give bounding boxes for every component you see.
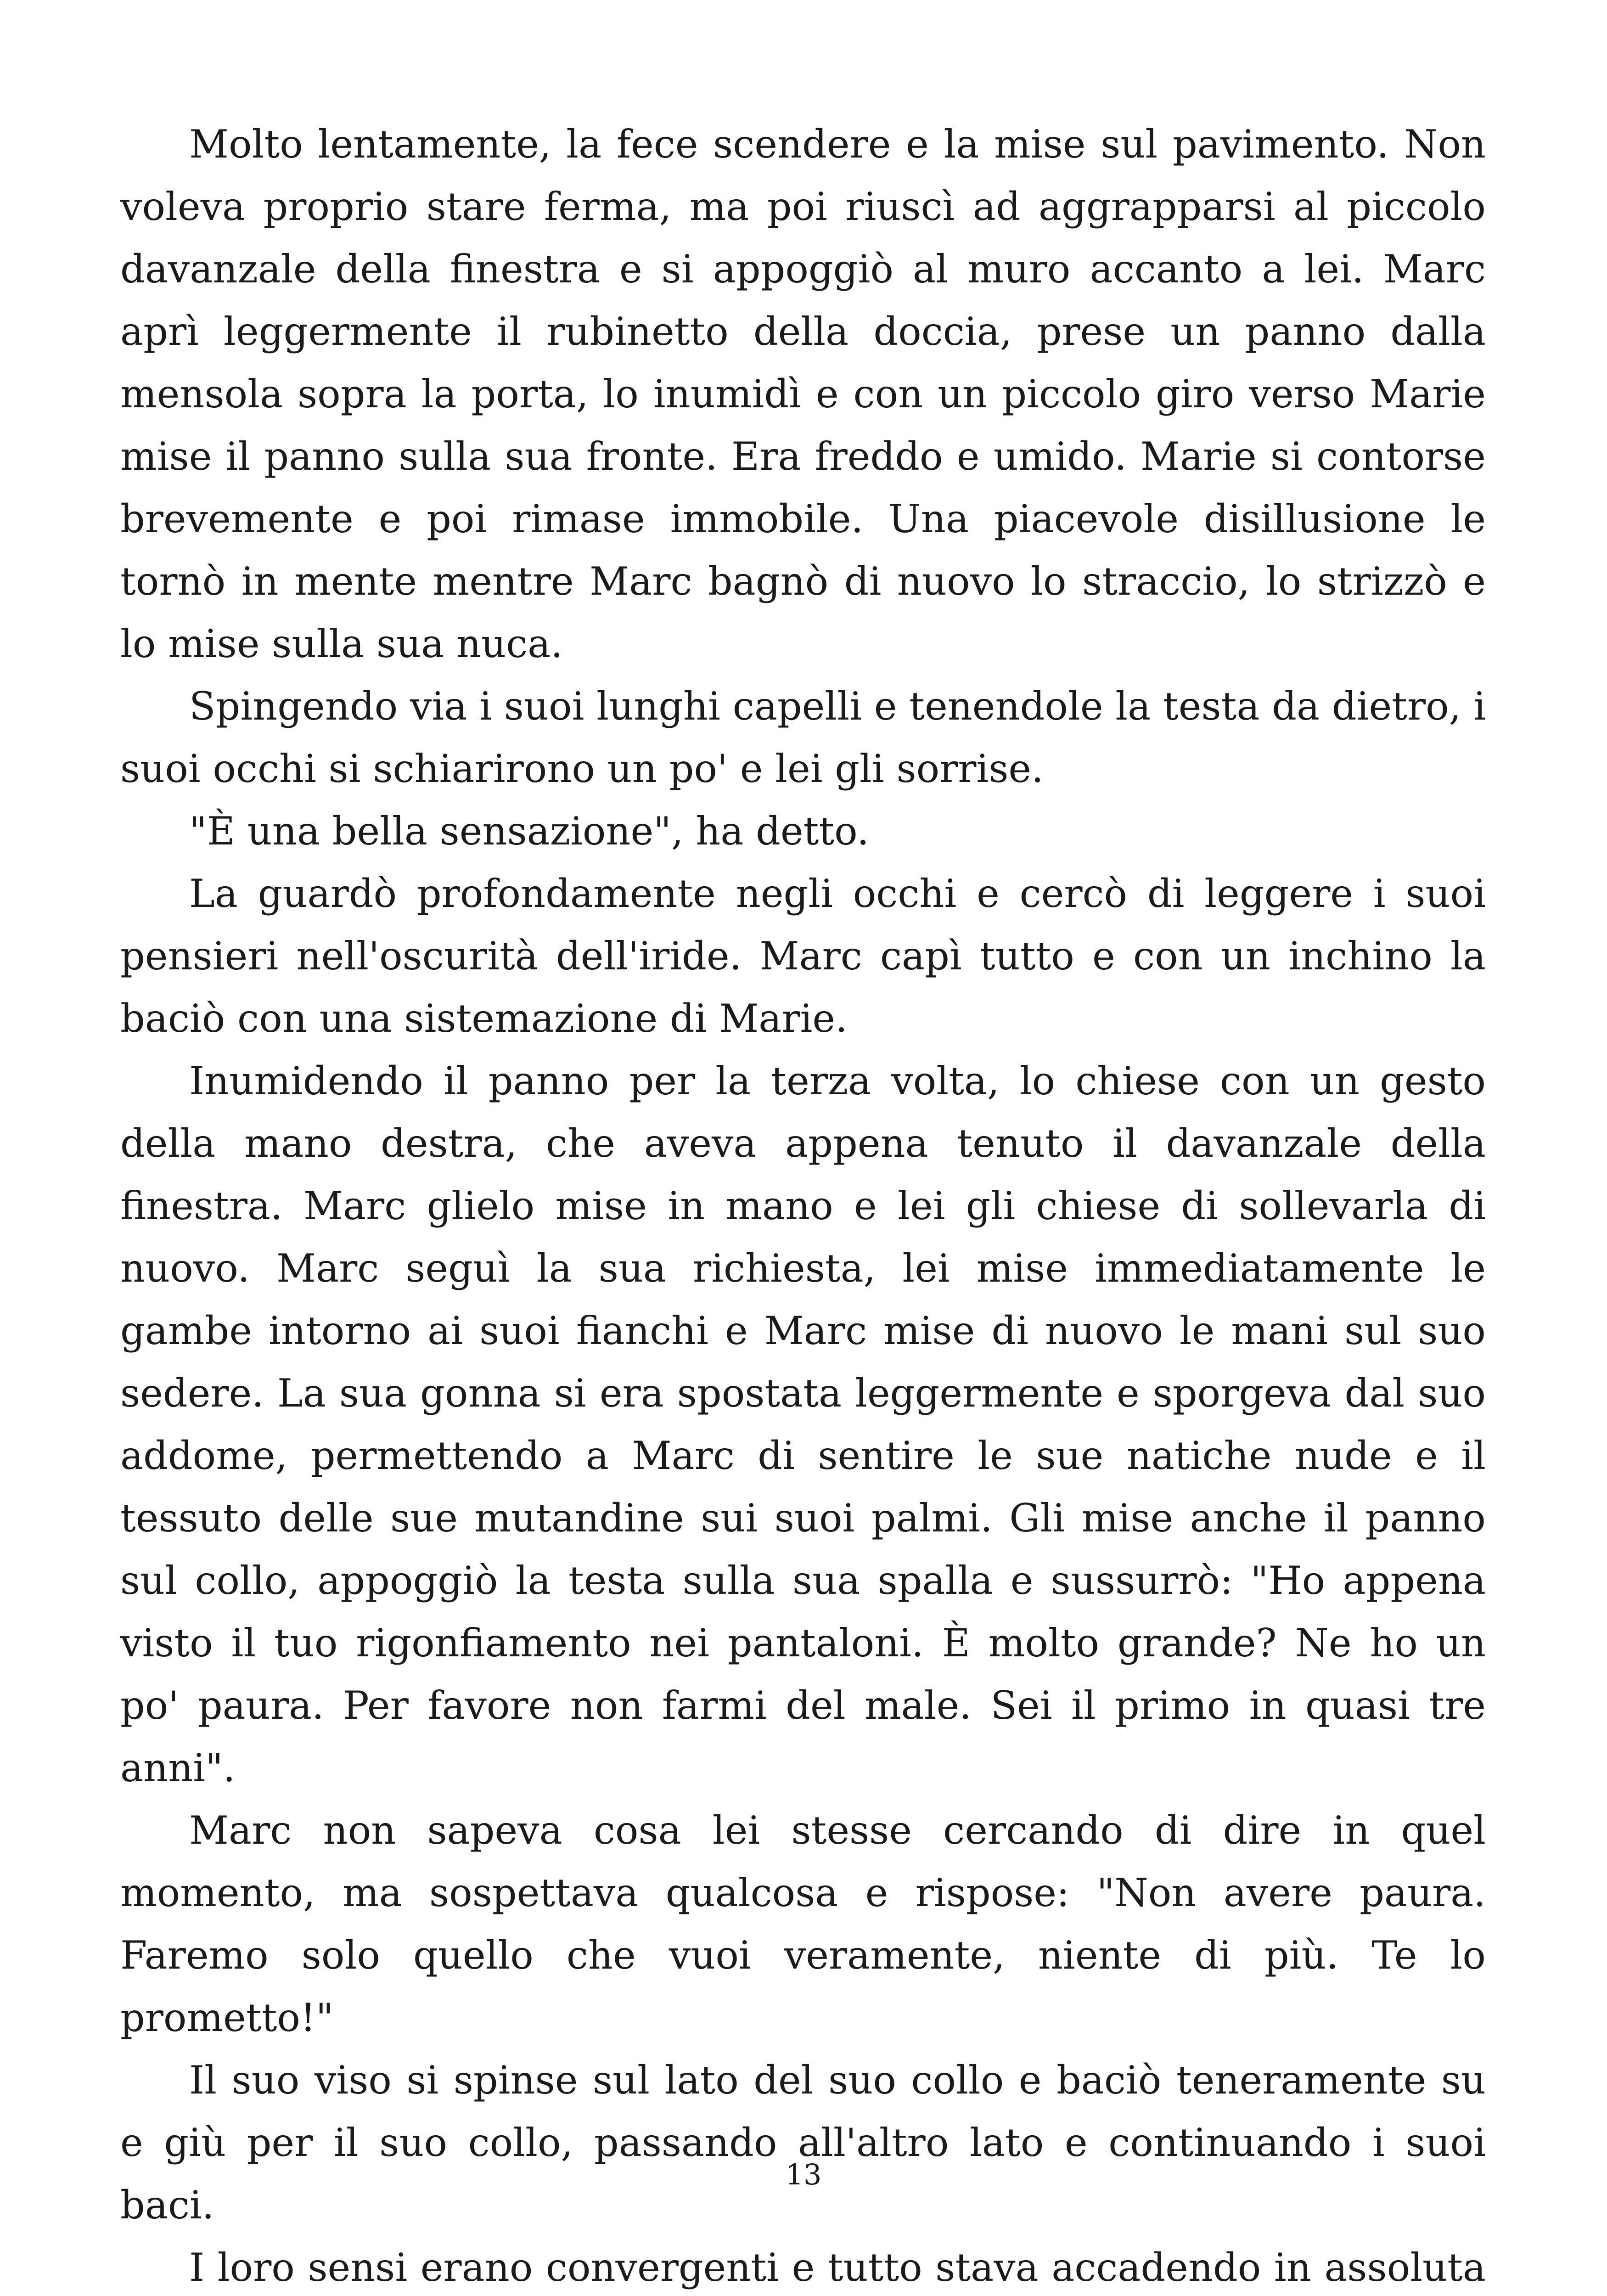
paragraph-8: I loro sensi erano convergenti e tutto stava accadendo in assoluta <box>189 2245 1486 2290</box>
page-number: 13 <box>785 2158 822 2191</box>
paragraph-4: La guardò profondamente negli occhi e cercò di leggere i suoi pensieri nell'oscurità dell'iride. Marc capì tutto e con un inchino la baciò con una sistemazione di Marie. <box>120 871 1486 1041</box>
paragraph-2: Spingendo via i suoi lunghi capelli e tenendole la testa da dietro, i suoi occhi si schiarirono un po' e lei gli sorrise. <box>120 684 1486 791</box>
page-body <box>120 113 1486 2290</box>
paragraph-7: Il suo viso si spinse sul lato del suo collo e baciò teneramente su e giù per il suo collo, passando all'altro lato e continuando i suoi baci. <box>120 2058 1486 2228</box>
paragraph-3: "È una bella sensazione", ha detto. <box>189 809 869 854</box>
paragraph-6: Marc non sapeva cosa lei stesse cercando di dire in quel momento, ma sospettava qualcosa e rispose: "Non avere paura. Faremo solo quello che vuoi veramente, niente di più. Te lo prometto!" <box>120 1808 1486 2040</box>
paragraph-5: Inumidendo il panno per la terza volta, lo chiese con un gesto della mano destra, che aveva appena tenuto il davanzale della finestra. Marc glielo mise in mano e lei gli chiese di sollevarla di nuovo. Marc seguì la sua richiesta, lei mise immediatamente le gambe intorno ai suoi fianchi e Marc mise di nuovo le mani sul suo sedere. La sua gonna si era spostata leggermente e sporgeva dal suo addome, permettendo a Marc di sentire le sue natiche nude e il tessuto delle sue mutandine sui suoi palmi. Gli mise anche il panno sul collo, appoggiò la testa sulla sua spalla e sussurrò: "Ho appena visto il tuo rigonfiamento nei pantaloni. È molto grande? Ne ho un po' paura. Per favore non farmi del male. Sei il primo in quasi tre anni". <box>120 1058 1486 1790</box>
paragraph-1: Molto lentamente, la fece scendere e la mise sul pavimento. Non voleva proprio stare ferma, ma poi riuscì ad aggrapparsi al piccolo davanzale della finestra e si appoggiò al muro accanto a lei. Marc aprì leggermente il rubinetto della doccia, prese un panno dalla mensola sopra la porta, lo inumidì e con un piccolo giro verso Marie mise il panno sulla sua fronte. Era freddo e umido. Marie si contorse brevemente e poi rimase immobile. Una piacevole disillusione le tornò in mente mentre Marc bagnò di nuovo lo straccio, lo strizzò e lo mise sulla sua nuca. <box>120 122 1486 666</box>
